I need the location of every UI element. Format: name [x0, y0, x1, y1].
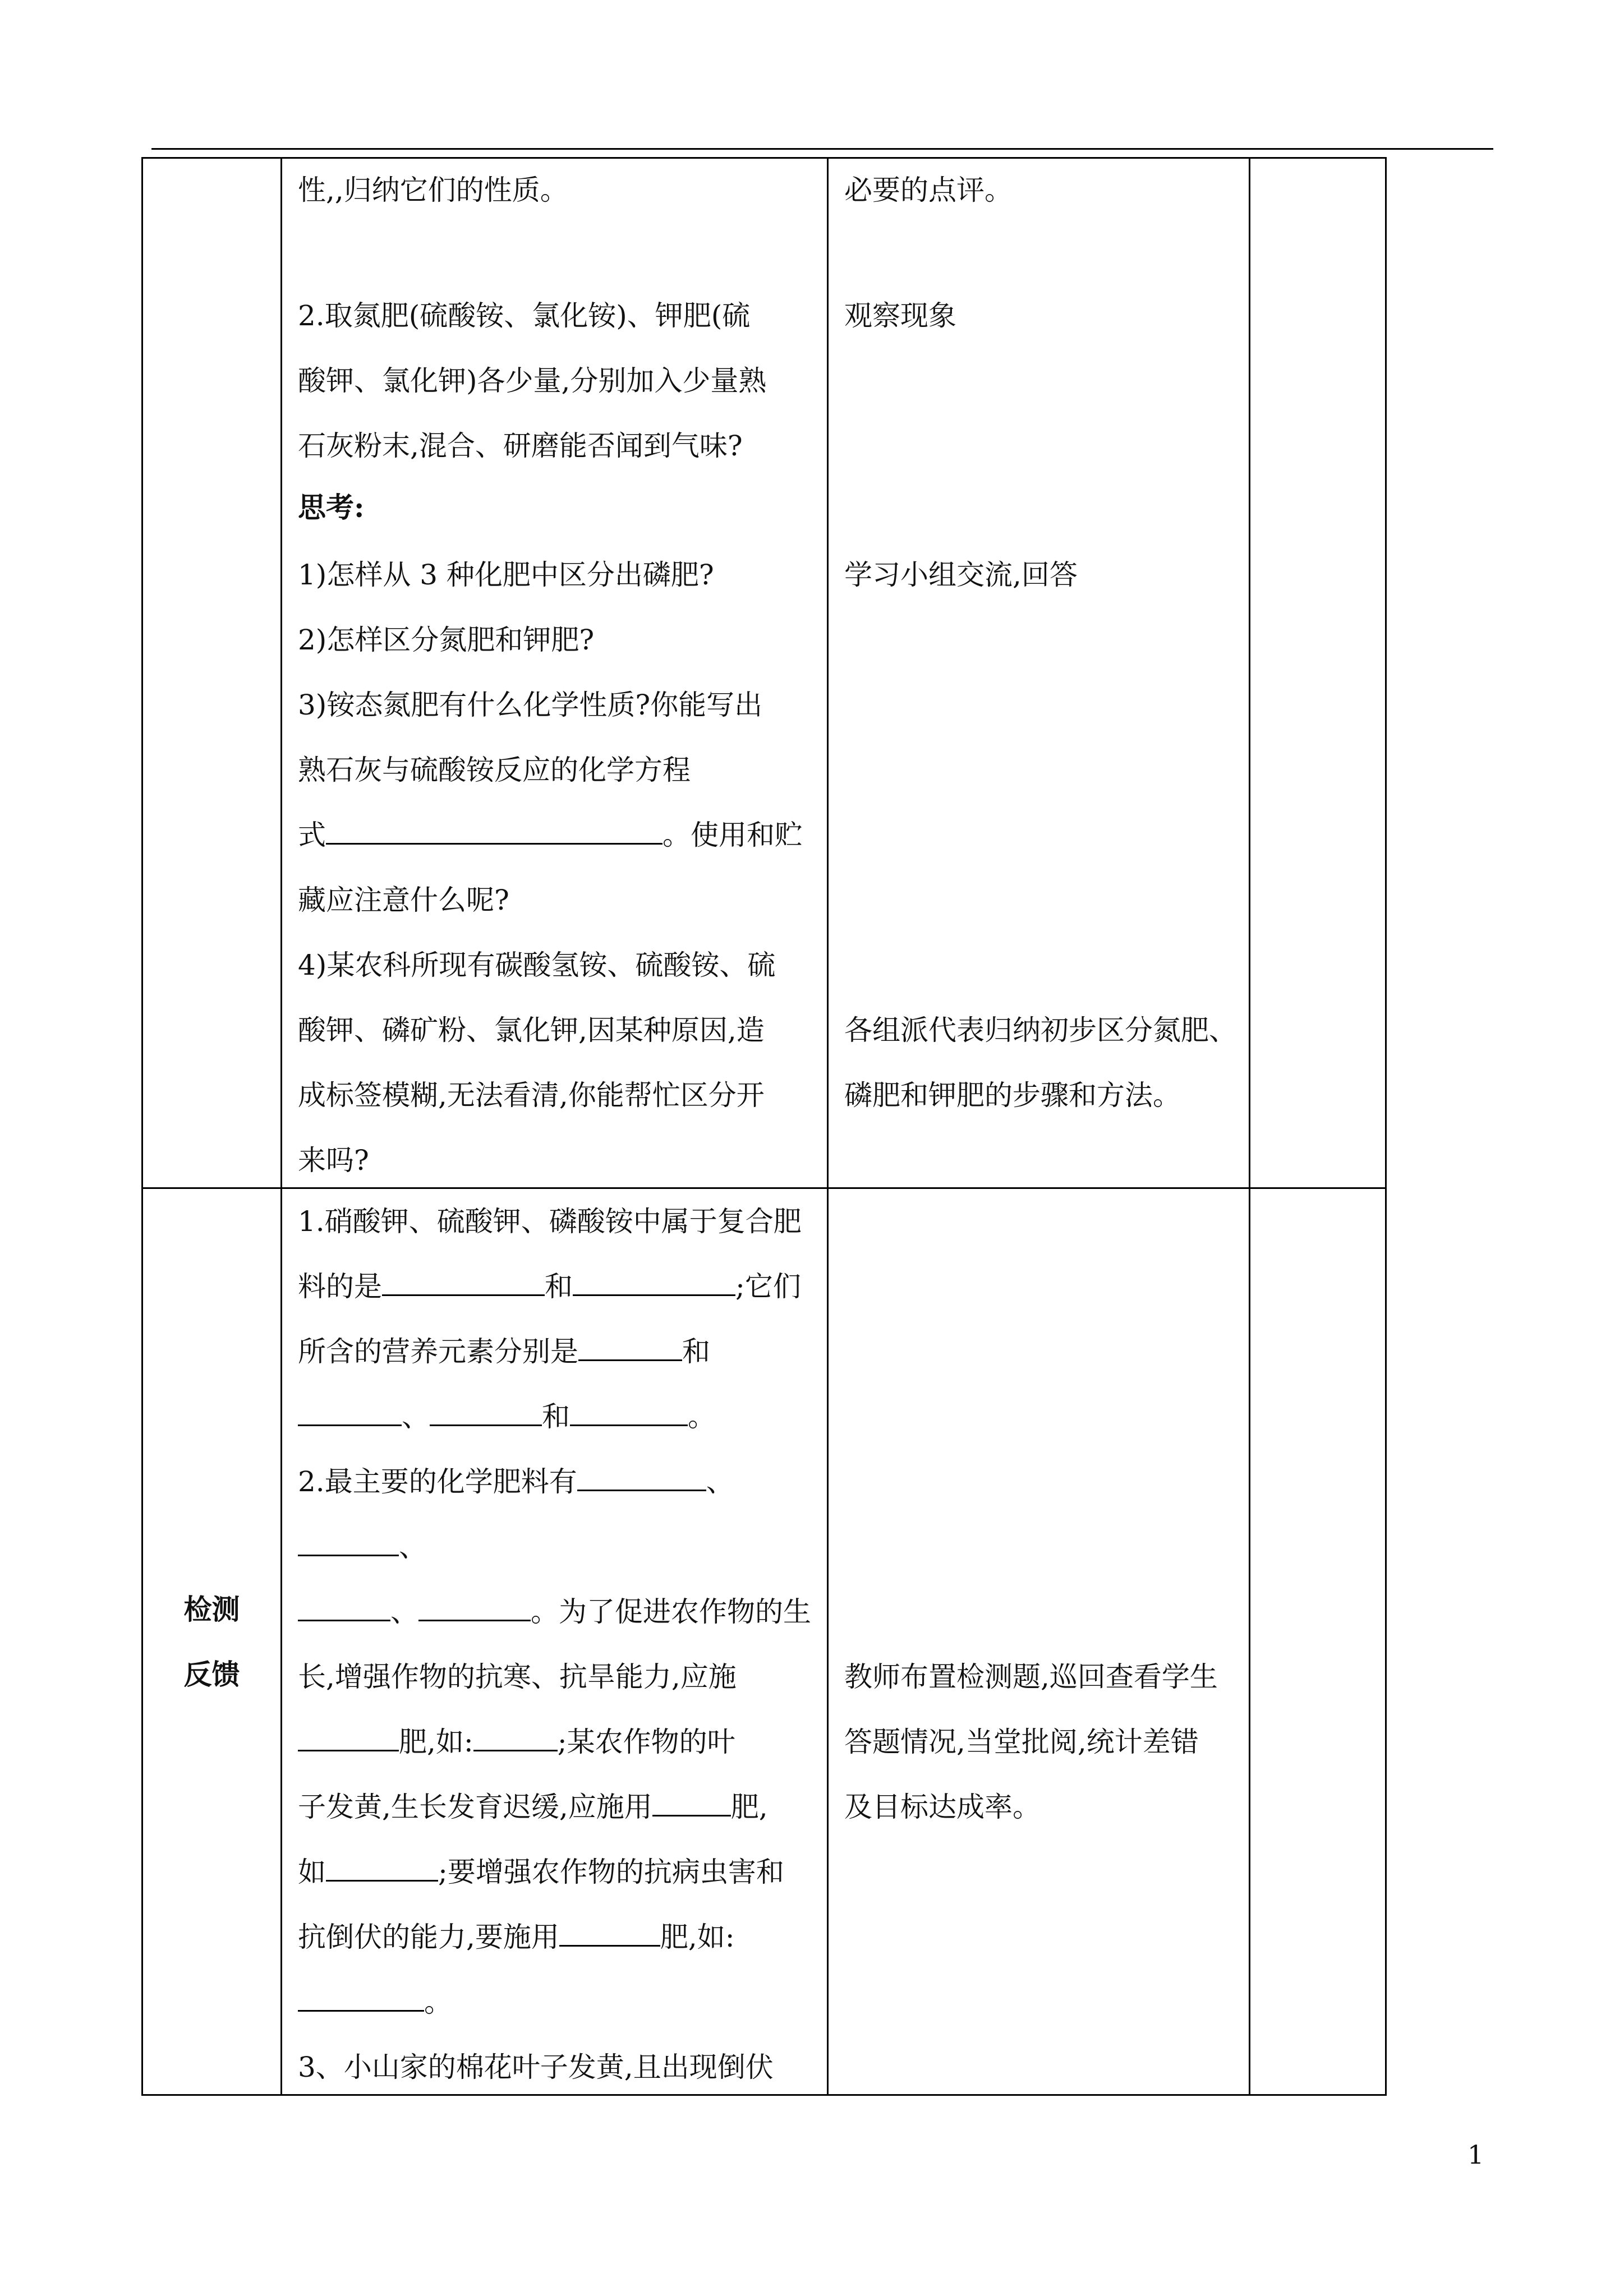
content-line: 2.取氮肥(硫酸铵、氯化铵)、钾肥(硫 — [298, 299, 751, 332]
content-line: 来吗? — [298, 1144, 369, 1177]
notes-cell — [1250, 1188, 1386, 2095]
lesson-plan-table — [141, 157, 1387, 2096]
activity-line: 学习小组交流,回答 — [844, 559, 1078, 591]
answer-blank[interactable] — [473, 1725, 558, 1751]
content-line: 藏应注意什么呢? — [298, 884, 509, 916]
question-line: 所含的营养元素分别是 和 — [298, 1335, 710, 1368]
think-heading: 思考: — [298, 491, 365, 524]
content-cell — [282, 158, 828, 1188]
content-line: 式 。使用和贮 — [298, 819, 803, 851]
answer-blank[interactable] — [382, 1270, 545, 1296]
answer-blank[interactable] — [298, 1595, 390, 1621]
section-label-cell — [142, 1188, 282, 2095]
table-row — [142, 1188, 1386, 2095]
question-line: 长,增强作物的抗寒、抗旱能力,应施 — [298, 1661, 737, 1693]
content-line: 熟石灰与硫酸铵反应的化学方程 — [298, 754, 691, 786]
content-line: 石灰粉末,混合、研磨能否闻到气味? — [298, 430, 743, 462]
question-line: 2.最主要的化学肥料有 、 — [298, 1465, 734, 1498]
activity-line: 教师布置检测题,巡回查看学生 — [844, 1661, 1218, 1693]
answer-blank[interactable] — [298, 1530, 399, 1556]
activity-line: 必要的点评。 — [844, 174, 1013, 206]
notes-cell — [1250, 158, 1386, 1188]
header-rule — [151, 148, 1493, 150]
question-line: 抗倒伏的能力,要施用 肥,如: — [298, 1921, 735, 1953]
question-line: 1.硝酸钾、硫酸钾、磷酸铵中属于复合肥 — [298, 1205, 802, 1238]
question-line: 。 — [298, 1985, 452, 2019]
answer-blank[interactable] — [298, 1400, 402, 1426]
section-label-cell — [142, 158, 282, 1188]
answer-blank[interactable] — [652, 1790, 731, 1816]
answer-blank[interactable] — [418, 1595, 531, 1621]
activity-line: 答题情况,当堂批阅,统计差错 — [844, 1726, 1199, 1758]
question-line: 肥,如: ;某农作物的叶 — [298, 1725, 735, 1759]
table-row — [142, 158, 1386, 1188]
page-number: 1 — [1467, 2140, 1484, 2170]
question-line: 子发黄,生长发育迟缓,应施用 肥, — [298, 1791, 768, 1823]
section-label: 反馈 — [183, 1658, 240, 1691]
activity-line: 观察现象 — [844, 299, 956, 332]
question-line: 料的是 和 ;它们 — [298, 1270, 801, 1303]
question-line: 、 和 。 — [298, 1400, 716, 1433]
answer-blank[interactable] — [326, 1855, 438, 1882]
content-line: 酸钾、磷矿粉、氯化钾,因某种原因,造 — [298, 1014, 765, 1046]
question-line: 如 ;要增强农作物的抗病虫害和 — [298, 1856, 784, 1888]
activity-line: 及目标达成率。 — [844, 1791, 1041, 1823]
answer-blank[interactable] — [430, 1400, 542, 1426]
answer-blank[interactable] — [577, 1465, 706, 1491]
question-line: 、 。为了促进农作物的生 — [298, 1595, 811, 1629]
content-line: 4)某农科所现有碳酸氢铵、硫酸铵、硫 — [298, 949, 776, 981]
answer-blank[interactable] — [570, 1400, 688, 1426]
content-line: 成标签模糊,无法看清,你能帮忙区分开 — [298, 1079, 765, 1112]
answer-blank[interactable] — [578, 1335, 682, 1361]
answer-blank[interactable] — [573, 1270, 735, 1296]
section-label: 检测 — [183, 1593, 240, 1626]
question-line: 3、小山家的棉花叶子发黄,且出现倒伏 — [298, 2051, 774, 2083]
activity-cell — [828, 1188, 1250, 2095]
content-line: 2)怎样区分氮肥和钾肥? — [298, 624, 595, 656]
answer-blank[interactable] — [559, 1920, 660, 1947]
activity-line: 各组派代表归纳初步区分氮肥、 — [844, 1014, 1237, 1046]
answer-blank[interactable] — [326, 818, 663, 845]
answer-blank[interactable] — [298, 1985, 424, 2012]
question-line: 、 — [298, 1530, 427, 1564]
content-cell — [282, 1188, 828, 2095]
activity-line: 磷肥和钾肥的步骤和方法。 — [844, 1079, 1181, 1112]
content-line: 酸钾、氯化钾)各少量,分别加入少量熟 — [298, 365, 767, 397]
answer-blank[interactable] — [298, 1725, 399, 1751]
content-line: 性,,归纳它们的性质。 — [298, 174, 568, 206]
content-line: 3)铵态氮肥有什么化学性质?你能写出 — [298, 689, 763, 721]
activity-cell — [828, 158, 1250, 1188]
content-line: 1)怎样从 3 种化肥中区分出磷肥? — [298, 559, 714, 591]
